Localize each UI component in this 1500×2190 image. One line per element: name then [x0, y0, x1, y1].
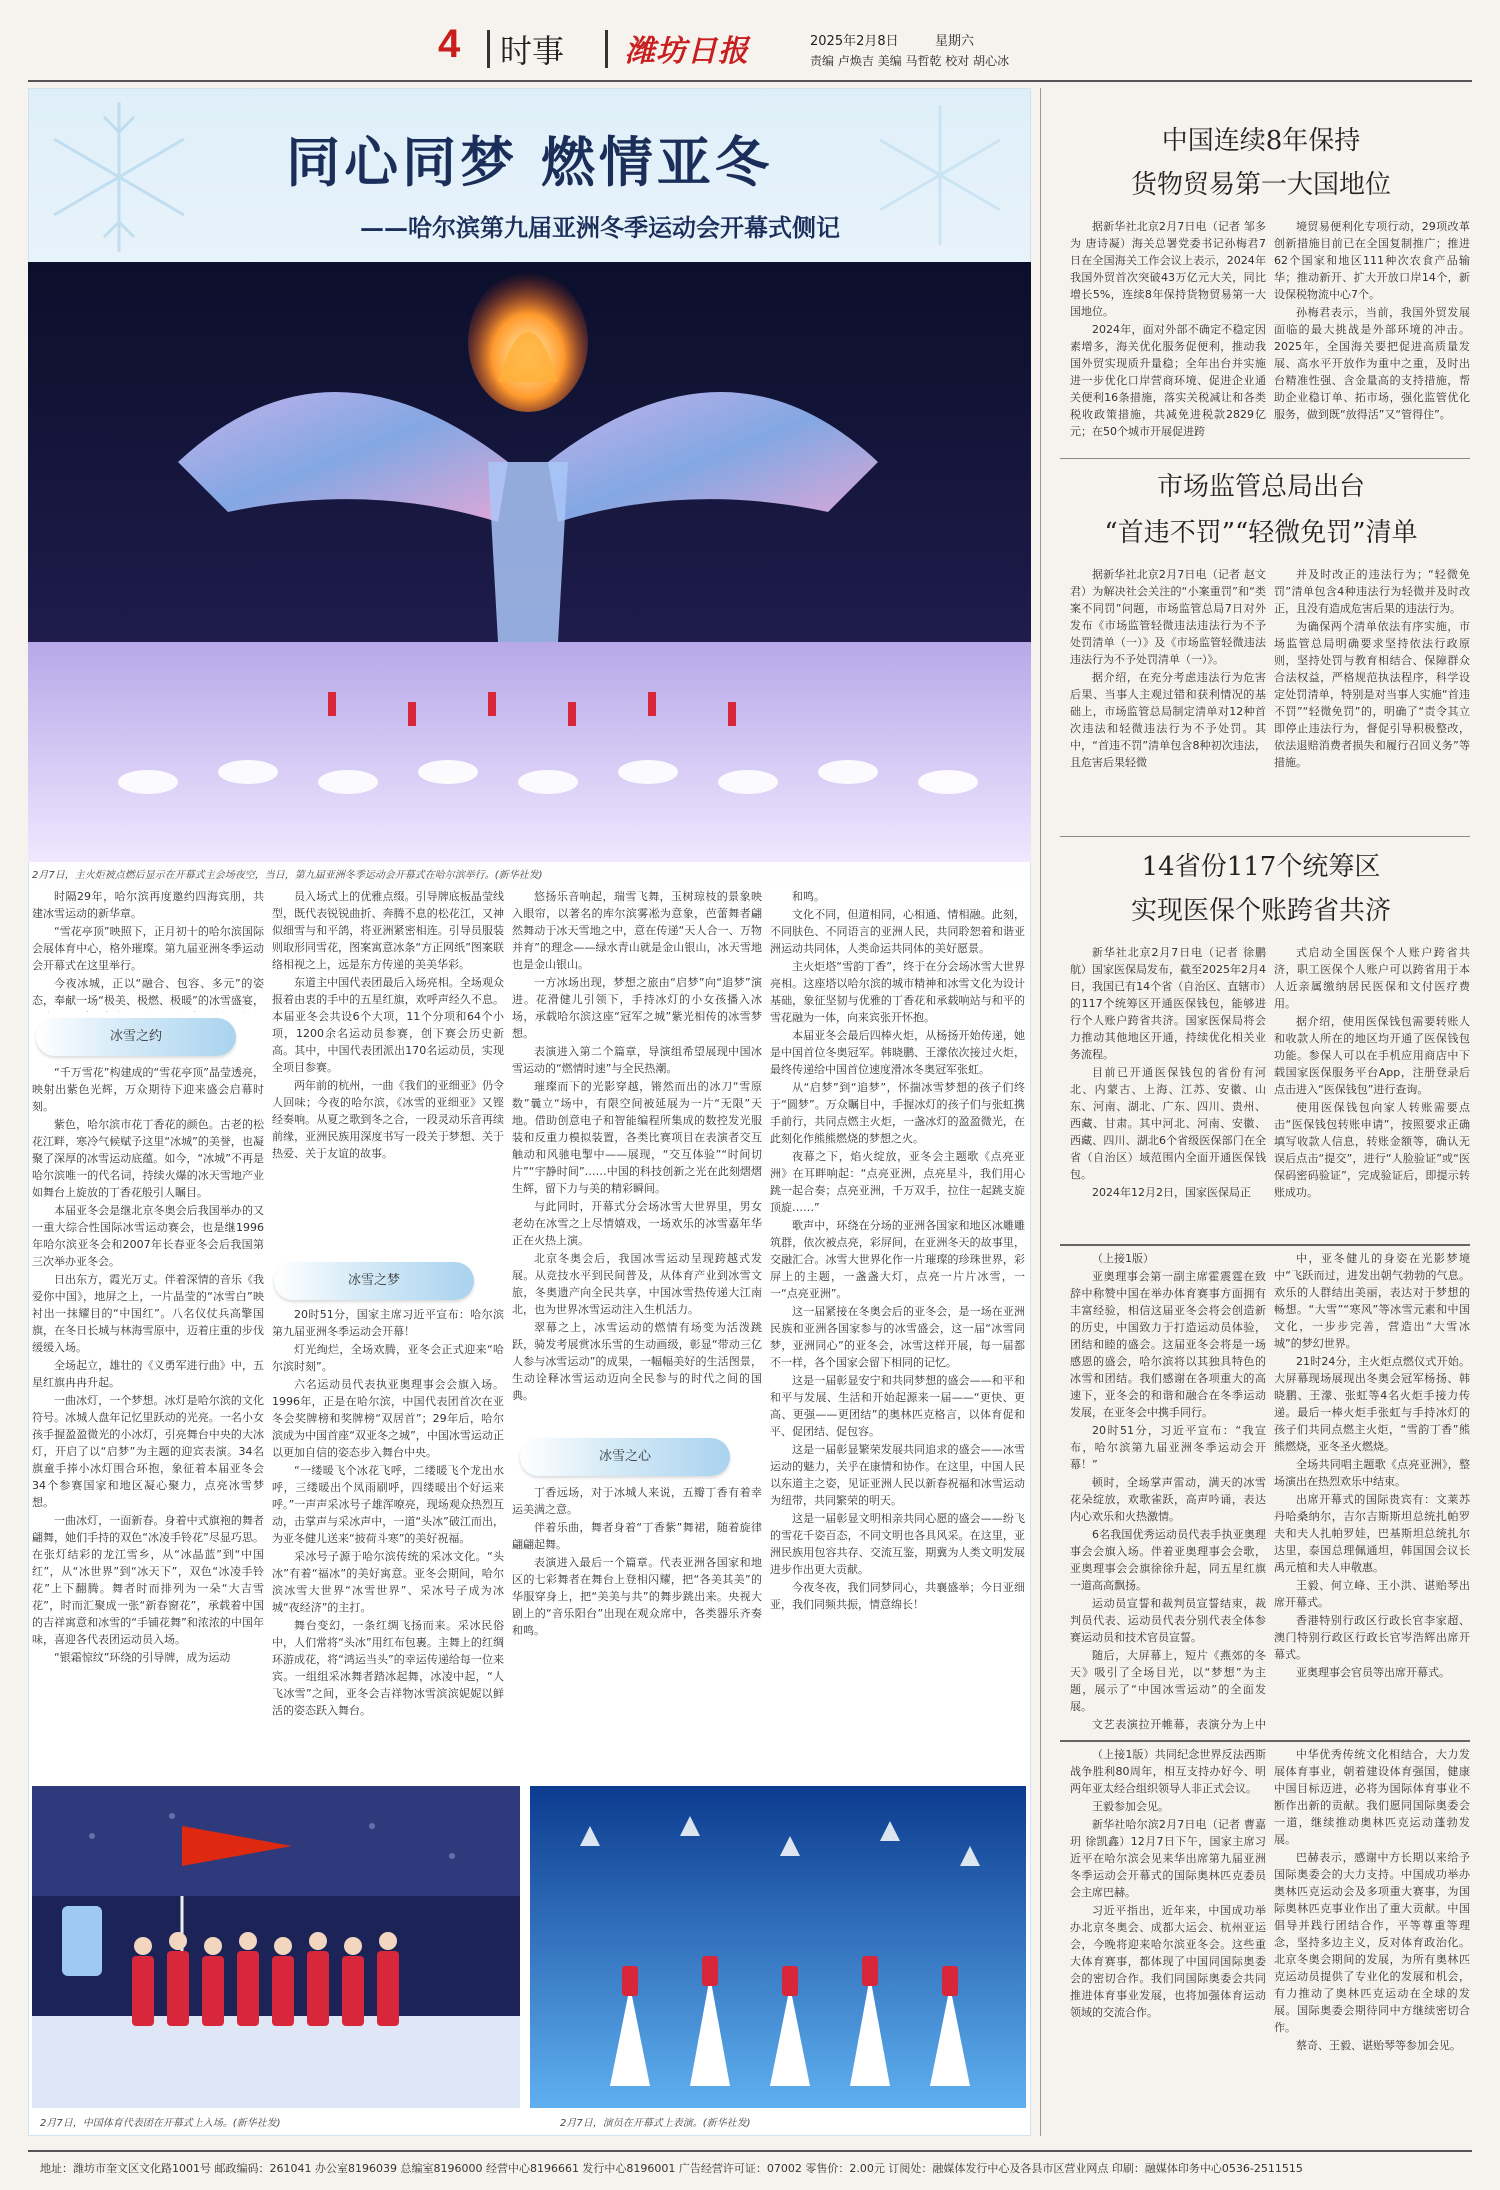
story-divider	[1060, 1244, 1470, 1246]
feature-column-2a	[272, 888, 504, 1260]
story-divider	[1060, 458, 1470, 459]
paragraph: 两年前的杭州，一曲《我们的亚细亚》仍令人回味；今夜的哈尔滨，《冰雪的亚细亚》又铿经奏响。从夏之歌到冬之合，一段灵动乐音再续前缘，亚洲民族用深度书写一段关于梦想、关于热爱、关于友谊的故事。	[272, 1079, 504, 1160]
paragraph: 这一届紧接在冬奥会后的亚冬会，是一场在亚洲民族和亚洲各国家参与的冰雪盛会，这一届“冰雪同梦，亚洲同心”的亚冬会，冰雪这样开展，每一届都不一样，各个国家会留下相同的记忆。	[770, 1305, 1025, 1369]
paragraph: 东道主中国代表团最后入场亮相。全场观众报着由衷的手中的五星红旗，欢呼声经久不息。本届亚冬会共设6个大项，11个分项和64个小项，1200余名运动员参赛，创下赛会历史新高。其中，中国代表团派出170名运动员，实现全项目参赛。	[272, 976, 504, 1074]
paper-logo: 潍坊日报	[625, 34, 749, 69]
paragraph: 歌声中，环绕在分场的亚洲各国家和地区冰雕雕筑群，依次被点亮，彩屏间，在亚洲冬天的故事里，交融汇合。冰雪大世界化作一片璀璨的珍珠世界，彩屏上的主题，一盏盏大灯，点亮一片片冰雪，一一“点亮亚洲”。	[770, 1219, 1025, 1300]
paragraph: 新华社哈尔滨2月7日电（记者 曹嘉玥 徐凯鑫）12月7日下午，国家主席习近平在哈尔滨会见来华出席第九届亚洲冬季运动会开幕式的国际奥林匹克委员会主席巴赫。	[1070, 1818, 1266, 1899]
paragraph: 新华社北京2月7日电（记者 徐鹏航）国家医保局发布，截至2025年2月4日，我国已有14个省（自治区、直辖市）的117个统筹区开通医保钱包，能够进行个人账户跨省共济。国家医保局将会力推动其他地区开通，持续优化相关业务流程。	[1070, 946, 1266, 1061]
editor-credits: 责编 卢焕吉 美编 马哲乾 校对 胡心冰	[810, 54, 1010, 68]
paragraph: 本届亚冬会最后四棒火炬，从杨扬开始传递，她是中国首位冬奥冠军。韩晓鹏、王濛依次接过火炬，最终传递给中国首位速度滑冰冬奥冠军张虹。	[770, 1029, 1025, 1076]
paragraph: 并及时改正的违法行为；“轻微免罚”清单包含4种违法行为轻微并及时改正，且没有造成危害后果的违法行为。	[1274, 568, 1470, 615]
paragraph: 悠扬乐音响起，瑞雪飞舞，玉树琼枝的景象映入眼帘，以著名的库尔滨雾凇为意象，芭蕾舞者翩然舞动于冰天雪地之中，意在传递“天人合一、万物并育”的理念——绿水青山就是金山银山，冰天雪地也是金山银山。	[512, 890, 762, 971]
paragraph: 香港特别行政区行政长官李家超、澳门特别行政区行政长官岑浩辉出席开幕式。	[1274, 1614, 1470, 1661]
story-divider	[1060, 1740, 1470, 1742]
paragraph: 2024年，面对外部不确定不稳定因素增多，海关优化服务促便利，推动我国外贸实现质升量稳；全年出台并实施进一步优化口岸营商环境、促进企业通关便利16条措施，落实关税减让和各类税收政策措施，共减免进税款2829亿元；在50个城市开展促进跨	[1070, 323, 1266, 438]
paragraph: 据新华社北京2月7日电（记者 赵文君）为解决社会关注的“小案重罚”和“类案不同罚”问题，市场监管总局7日对外发布《市场监管轻微违法违法行为不予处罚清单（一）》及《市场监管轻微违法违法行为不予处罚清单（一）》。	[1070, 568, 1266, 666]
paragraph: 目前已开通医保钱包的省份有河北、内蒙古、上海、江苏、安徽、山东、河南、湖北、广东、四川、贵州、西藏、甘肃。其中河北、河南、安徽、西藏、四川、湖北6个省级医保部门在全省（自治区）域范围内全面开通医保钱包。	[1070, 1066, 1266, 1181]
paragraph: 习近平指出，近年来，中国成功举办北京冬奥会、成都大运会、杭州亚运会，今晚将迎来哈尔滨亚冬会。这些重大体育赛事，都体现了中国同国际奥委会的密切合作。我们同国际奥委会共同推进体育事业发展，也将加强体育运动领域的交流合作。	[1070, 1904, 1266, 2019]
paragraph: 孙梅君表示，当前，我国外贸发展面临的最大挑战是外部环境的冲击。2025年，全国海关要把促进高质量发展、高水平开放作为重中之重，及时出台精准性强、含金量高的支持措施，帮助企业稳订单、拓市场，强化监管优化服务，做到既“放得活”又“管得住”。	[1274, 306, 1470, 421]
story-continuation-2	[1050, 1746, 1472, 2136]
paragraph: 顿时，全场掌声雷动，满天的冰雪花朵绽放，欢歌雀跃，高声吟诵，表达内心欢乐和火热激情。	[1070, 1476, 1266, 1523]
paragraph: 文化不同，但道相同，心相通、情相融。此刻，不同肤色、不同语言的亚洲人民，共同聆恕着和谐亚洲运动共同体，人类命运共同体的美好愿景。	[770, 908, 1025, 955]
paragraph: 一曲冰灯，一个梦想。冰灯是哈尔滨的文化符号。冰城人盘年记忆里跃动的光亮。一名小女孩手握盈盈微光的小冰灯，引亮舞台中央的大冰灯，开启了以“启梦”为主题的迎宾表演。34名旗童手捧小冰灯围合环抱，象征着本届亚冬会34个参赛国家和地区凝心聚力，点亮冰雪梦想。	[32, 1394, 264, 1509]
story-medical-insurance	[1050, 840, 1472, 1240]
paragraph: 夜幕之下，焰火绽放，亚冬会主题歌《点亮亚洲》在耳畔响起：“点亮亚洲，点亮星斗，我们用心跳一起合奏；点亮亚洲，千万双手，拉住一起跳支旋顶旋……”	[770, 1150, 1025, 1214]
story-column	[1274, 944, 1470, 1232]
paragraph: 据介绍，在充分考虑违法行为危害后果、当事人主观过错和获利情况的基础上，市场监管总局制定清单对12种首次违法和轻微违法行为不予处罚。其中，“首违不罚”清单包含8种初次违法，且危害后果轻微	[1070, 671, 1266, 769]
paragraph: 运动员宣誓和裁判员宣誓结束，裁判员代表、运动员代表分别代表全体参赛运动员和技术官员宣誓。	[1070, 1597, 1266, 1644]
paragraph: 今夜冬夜，我们同梦同心，共襄盛举；今日亚细亚，我们同频共振，情意绵长！	[770, 1581, 1025, 1611]
paragraph: 本届亚冬会是继北京冬奥会后我国举办的又一重大综合性国际冰雪运动赛会，也是继1996年哈尔滨亚冬会和2007年长春亚冬会后我国第三次举办亚冬会。	[32, 1204, 264, 1268]
paragraph: 20时51分，国家主席习近平宣布：哈尔滨第九届亚洲冬季运动会开幕！	[272, 1308, 504, 1338]
performance-photo	[530, 1786, 1026, 2108]
paragraph: 6名我国优秀运动员代表手执亚奥理事会会旗入场。伴着亚奥理事会会歌，亚奥理事会会旗徐徐升起，同五星红旗一道高高飘扬。	[1070, 1528, 1266, 1592]
paragraph: 中华优秀传统文化相结合，大力发展体育事业，朝着建设体育强国，健康中国目标迈进，必将为国际体育事业不断作出新的贡献。我们愿同国际奥委会一道，继续推动奥林匹克运动蓬勃发展。	[1274, 1748, 1470, 1846]
paragraph: 出席开幕式的国际贵宾有：文莱苏丹哈桑纳尔，吉尔吉斯斯坦总统扎帕罗夫和夫人扎帕罗娃，巴基斯坦总统扎尔达里，泰国总理佩通坦，韩国国会议长禹元植和夫人申敬惠。	[1274, 1493, 1470, 1574]
paragraph: 蔡奇、王毅、谌贻琴等参加会见。	[1296, 2039, 1461, 2052]
paragraph: 丁香远场，对于冰城人来说，五瓣丁香有着幸运美满之意。	[512, 1486, 762, 1516]
issue-weekday: 星期六	[935, 34, 975, 49]
story-column	[1070, 566, 1266, 824]
story-column	[1274, 1746, 1470, 2132]
headline-line-1: 市场监管总局出台	[1156, 472, 1365, 502]
feature-title: 同心同梦 燃情亚冬	[286, 131, 773, 194]
story-divider	[1060, 836, 1470, 837]
paragraph: 灯光绚烂，全场欢腾，亚冬会正式迎来“哈尔滨时刻”。	[272, 1343, 504, 1373]
paragraph: 一方冰场出现，梦想之旅由“启梦”向“追梦”演进。花滑健儿引领下，手持冰灯的小女孩播入冰场，承载哈尔滨这座“冠军之城”紫光相传的冰雪梦想。	[512, 976, 762, 1040]
paragraph: 中，亚冬健儿的身姿在光影梦境中“飞跃而过，进发出朝气勃勃的气息。欢乐的人群结出美丽，表达对于梦想的畅想。“大雪”“寒风”等冰雪元素和中国文化，一步步完善，营造出“大雪冰城”的梦幻世界。	[1274, 1252, 1470, 1350]
headline-line-2: 货物贸易第一大国地位	[1130, 170, 1391, 200]
paragraph: 翠幕之上，冰雪运动的燃情有场变为活泼跳跃，骑发考展赏冰乐雪的生动画级，彰显“带动三亿人参与冰雪运动”的成果，一幅幅美好的生活图景，生动诠释冰雪运动迈向全民参与的时代之间的国典。	[512, 1321, 762, 1402]
paragraph: 主火炬塔“雪韵丁香”，终于在分会场冰雪大世界亮相。这座塔以哈尔滨的城市精神和冰雪文化为设计基础，象征坚韧与优雅的丁香花和承载响站与和平的雪花融为一体，向来宾张开怀抱。	[770, 960, 1025, 1024]
paragraph: 表演进入最后一个篇章。代表亚洲各国家和地区的七彩舞者在舞台上登相闪耀，把“各美其美”的华服穿身上，把“美美与共”的舞步跳出来。央视大剧上的“音乐阳台”出现在观众席中，各类器乐齐奏和鸣。	[512, 1556, 762, 1637]
section-head-2: 冰雪之梦	[274, 1262, 474, 1300]
paragraph: 采冰号子源于哈尔滨传统的采冰文化。“头冰”有着“福冰”的美好寓意。亚冬会期间，哈尔滨冰雪大世界“冰雪世界”、采冰号子成为冰城“夜经济”的主打。	[272, 1550, 504, 1614]
paragraph: 亚奥理事会第一副主席霍震霆在致辞中称赞中国在举办体育赛事方面拥有丰富经验，相信这届亚冬会将会创造新的历史，中国致力于打造运动员体验，团结和睦的盛会。这届亚冬会将是一场感恩的盛会，哈尔滨将以其独具特色的冰雪和团结。我们感谢在各项重大的高速下，亚冬会的和谐和融合在冬季运动发展，在亚冬会中携手同行。	[1070, 1270, 1266, 1419]
paragraph: 舞台变幻，一条红绸飞扬而来。采冰民俗中，人们常将“头冰”用红布包裹。主舞上的红绸环游成花，将“鸿运当头”的幸运传递给每一位来宾。一组组采冰舞者踏冰起舞，冰凌中起，“人飞冰雪”之间，亚冬会吉祥物冰雪滨滨妮妮以鲜活的姿态跃入舞台。	[272, 1619, 504, 1717]
paragraph: “银霜惊纹”环绕的引导牌，成为运动	[54, 1651, 231, 1664]
section-label: 时事	[500, 32, 565, 70]
footer-rule	[28, 2150, 1472, 2152]
paragraph: 据新华社北京2月7日电（记者 邹多为 唐诗凝）海关总署党委书记孙梅君7日在全国海关工作会议上表示，2024年我国外贸首次突破43万亿元大关，同比增长5%，连续8年保持货物贸易第一大国地位。	[1070, 220, 1266, 318]
masthead	[0, 0, 1500, 78]
photo-caption: 2月7日，中国体育代表团在开幕式上入场。(新华社发)	[40, 2118, 281, 2129]
paragraph: 20时51分，习近平宣布：“我宣布，哈尔滨第九届亚洲冬季运动会开幕！”	[1070, 1424, 1266, 1471]
paragraph: 王毅参加会见。	[1092, 1800, 1169, 1813]
paragraph: 紫色，哈尔滨市花丁香花的颜色。古老的松花江畔，寒冷气候赋予这里“冰城”的美誉，也凝聚了深厚的冰雪运动底蕴。如今，“冰城”不再是哈尔滨唯一的代名词，持续火爆的冰天雪地产业如舞台上旋放的丁香花般引人瞩目。	[32, 1118, 264, 1199]
paragraph: 与此同时，开幕式分会场冰雪大世界里，男女老幼在冰雪之上尽情嬉戏，一场欢乐的冰雪嘉年华正在火热上演。	[512, 1200, 762, 1247]
paragraph: 为确保两个清单依法有序实施，市场监管总局明确要求坚持依法行政原则，坚持处罚与教育相结合、保障群众合法权益，严格规范执法程序，科学设定处罚清单，特别是对当事人实施“首违不罚”“轻微免罚”的，明确了“责令其立即停止违法行为，督促引导积极整改，依法退赔消费者损失和履行召回义务”等措施。	[1274, 620, 1470, 769]
paragraph: 和鸣。	[792, 890, 825, 903]
paragraph: 据介绍，使用医保钱包需要转账人和收款人所在的地区均开通了医保钱包功能。参保人可以在手机应用商店中下载国家医保服务平台App，注册登录后点击进入“医保钱包”进行查询。	[1274, 1015, 1470, 1096]
paragraph: 从“启梦”到“追梦”，怀揣冰雪梦想的孩子们终于“圆梦”。万众瞩目中，手握冰灯的孩子们与张虹携手前行，共同点燃主火炬，一盏冰灯的盈盈微光，在此刻化作熊熊燃烧的梦想之火。	[770, 1081, 1025, 1145]
paragraph: 随后，大屏幕上，短片《燕郊的冬天》吸引了全场目光，以“梦想”为主题，展示了“中国冰雪运动”的全面发展。	[1070, 1649, 1266, 1713]
paragraph: 式启动全国医保个人账户跨省共济，职工医保个人账户可以跨省用于本人近亲属缴纳居民医保和文付医疗费用。	[1274, 946, 1470, 1010]
paragraph: 伴着乐曲，舞者身着“丁香紫”舞裙，随着旋律翩翩起舞。	[512, 1521, 762, 1551]
headline-line-1: 中国连续8年保持	[1161, 126, 1361, 156]
paragraph: 这是一届彰显安宁和共同梦想的盛会——和平和和平与发展、生活和开始起源来一届——“更快、更高、更强——更团结”的奥林匹克格言，以体育促和平、促团结、促包容。	[770, 1374, 1025, 1438]
paragraph: 王毅、何立峰、王小洪、谌贻琴出席开幕式。	[1274, 1579, 1470, 1609]
paragraph: 员入场式上的优雅点缀。引导牌底板晶莹线型，既代表锐锐曲折、奔腾不息的松花江，又神似细雪与和平鸽，将亚洲紧密相连。引导员服装则取形同雪花，图案寓意冰条“方正网纸”图案联络相视之上，远是东方传递的美美华彩。	[272, 890, 504, 971]
feature-column-3a	[512, 888, 762, 1434]
story-column	[1274, 566, 1470, 824]
paragraph: “一缕暖飞个冰花飞呼，二缕暖飞个龙出水呼，三缕暖出个凤雨刷呼，四缕暖出个好运来呼。”一声声采冰号子雄浑嘹亮，现场观众热烈互动，击掌声与采冰声中，一道“头冰”破江而出，为亚冬健儿送来“披荷斗寒”的美好祝福。	[272, 1464, 504, 1545]
divider	[487, 30, 490, 68]
paragraph: 表演进入第二个篇章，导演组希望展现中国冰雪运动的“燃情时速”与全民热潮。	[512, 1045, 762, 1075]
paragraph: 全场起立，雄壮的《义勇军进行曲》中，五星红旗冉冉升起。	[32, 1359, 264, 1389]
photo-caption: 2月7日，主火炬被点燃后显示在开幕式主会场夜空，当日，第九届亚洲冬季运动会开幕式在哈尔滨举行。(新华社发)	[32, 870, 543, 881]
story-continuation-1	[1050, 1250, 1472, 1736]
paragraph: （上接1版）共同纪念世界反法西斯战争胜利80周年，相互支持办好今、明两年亚太经合组织领导人非正式会议。	[1070, 1748, 1266, 1795]
paragraph: 一曲冰灯，一面新春。身着中式旗袍的舞者翩舞，她们手持的双色“冰凌手铃花”尽显巧思。在张灯结彩的龙江雪乡，从“冰晶蓝”到“中国红”，从“冰世界”到“冰天下”，双色“冰凌手铃花”上下翻腾。舞者时而排列为一朵“大吉雪花”，时而汇聚成一张“新春窗花”，承载着中国的吉祥寓意和冰雪的“手铺花舞”和浓浓的中国年味，喜迎各代表团运动员入场。	[32, 1514, 264, 1646]
paragraph: 六名运动员代表执亚奥理事会会旗入场。1996年，正是在哈尔滨，中国代表团首次在亚冬会奖牌榜和奖牌榜“双居首”；29年后，哈尔滨成为中国首座“双亚冬之城”，中国冰雪运动正以更加自信的姿态步入舞台中央。	[272, 1378, 504, 1459]
headline-line-2: “首违不罚”“轻微免罚”清单	[1104, 518, 1418, 548]
page-number: 4	[438, 22, 461, 66]
header-rule	[28, 80, 1472, 82]
paragraph: 今夜冰城，正以“融合、包容、多元”的姿态，奉献一场“极美、极燃、极暖”的冰雪盛宴，	[32, 977, 264, 1007]
paragraph: （上接1版）	[1092, 1252, 1154, 1265]
story-column	[1274, 218, 1470, 450]
feature-subtitle: ——哈尔滨第九届亚洲冬季运动会开幕式侧记	[360, 213, 840, 242]
story-column	[1274, 1250, 1470, 1732]
section-head-3: 冰雪之心	[520, 1438, 730, 1476]
paragraph: 璀璨而下的光影穿越，锵然而出的冰刀“雪原数”曩立“场中，有限空间被延展为一片“无限”天地。借助创意电子和智能编程所集成的数控发光服装和反重力模拟装置，各类比赛项目在表演者交互触动和风驰电掣中——展现，“交互体验”“时间切片”“宇静时间”……中国的科技创新之光在此刻熠熠生辉，留下力与美的精彩瞬间。	[512, 1080, 762, 1195]
footer-info: 地址：潍坊市奎文区文化路1001号 邮政编码：261041 办公室8196039 总编室8196000 经营中心8196661 发行中心8196001 广告经营许可证：07002 零售价：2.00元 订阅处：融媒体发行中心及各县市区营业网点 印刷：融媒体印务中心0536-2511515	[40, 2162, 1303, 2175]
divider	[605, 30, 608, 68]
paragraph: 日出东方，霞光万丈。伴着深情的音乐《我爱你中国》，地屏之上，一片晶莹的“冰雪白”映衬出一抹耀目的“中国红”。八名仪仗兵高擎国旗，在冬日长城与林海雪原中，迈着庄重的步伐缓缓入场。	[32, 1273, 264, 1354]
column-divider	[1040, 88, 1041, 2136]
issue-date: 2025年2月8日	[810, 34, 899, 49]
paragraph: 全场共同唱主题歌《点亮亚洲》，整场演出在热烈欢乐中结束。	[1274, 1458, 1470, 1488]
paragraph: 北京冬奥会后，我国冰雪运动呈现跨越式发展。从竞技水平到民间普及，从体育产业到冰雪文旅，冬奥遗产向全民共享，中国冰雪热传递大江南北，也为世界冰雪运动注入生机活力。	[512, 1252, 762, 1316]
paragraph: 境贸易便利化专项行动，29项改革创新措施目前已在全国复制推广；推进62个国家和地区111种次农食产品输华；推动新开、扩大开放口岸14个，新设保税物流中心7个。	[1274, 220, 1470, 301]
story-column	[1070, 944, 1266, 1232]
paragraph: “千万雪花”构建成的“雪花亭顶”晶莹透亮，映射出紫色光辉，万众期待下迎来盛会启幕时刻。	[32, 1066, 264, 1113]
paragraph: 文艺表演拉开帷幕，表演分为上中	[1092, 1718, 1266, 1731]
ceremony-photo	[28, 262, 1031, 862]
paragraph: 21时24分，主火炬点燃仪式开始。大屏幕现场展现出冬奥会冠军杨扬、韩晓鹏、王濛、张虹等4名火炬手接力传递。最后一棒火炬手张虹与手持冰灯的孩子们共同点燃主火炬，“雪韵丁香”熊熊燃烧，亚冬圣火燃烧。	[1274, 1355, 1470, 1453]
paragraph: “雪花亭顶”映照下，正月初十的哈尔滨国际会展体育中心，格外璀璨。第九届亚洲冬季运动会开幕式在这里举行。	[32, 925, 264, 972]
story-trade	[1050, 96, 1472, 456]
story-column	[1070, 1250, 1266, 1732]
paragraph: 这是一届彰显文明相亲共同心愿的盛会——纷飞的雪花千姿百态，不同文明也各具风采。在这里，亚洲民族用包容共存、交流互鉴，期冀为人类文明发展进步作出更大贡献。	[770, 1512, 1025, 1576]
story-market-regulation	[1050, 462, 1472, 832]
paragraph: 2024年12月2日，国家医保局正	[1092, 1186, 1251, 1199]
section-head-1: 冰雪之约	[36, 1018, 236, 1056]
paragraph: 亚奥理事会官员等出席开幕式。	[1296, 1666, 1450, 1679]
paragraph: 巴赫表示，感谢中方长期以来给予国际奥委会的大力支持。中国成功举办奥林匹克运动会及多项重大赛事，为国际奥林匹克事业作出了重大贡献。中国倡导并践行团结合作，平等尊重等理念，坚持多边主义，反对体育政治化。北京冬奥会期间的发展，为所有奥林匹克运动员提供了专业化的发展和机会，有力推动了奥林匹克运动在全球的发展。国际奥委会期待同中方继续密切合作。	[1274, 1851, 1470, 2034]
feature-column-1a	[32, 888, 264, 1012]
photo-caption: 2月7日，演员在开幕式上表演。(新华社发)	[560, 2118, 751, 2129]
paragraph: 这是一届彰显繁荣发展共同追求的盛会——冰雪运动的魅力，关乎在康情和协作。在这里，中国人民以东道主之姿，见证亚洲人民以新春祝福和冰雪运动为纽带，共同繁荣的明天。	[770, 1443, 1025, 1507]
story-column	[1070, 218, 1266, 450]
story-column	[1070, 1746, 1266, 2132]
paragraph: 使用医保钱包向家人转账需要点击“医保钱包转账申请”，按照要求正确填写收款人信息，转账金额等，确认无误后点击“提交”，进行“人脸验证”或“医保码密码验证”，完成验证后，即提示转账成功。	[1274, 1101, 1470, 1199]
paragraph: 时隔29年，哈尔滨再度邀约四海宾朋，共建冰雪运动的新华章。	[32, 890, 264, 920]
headline-line-1: 14省份117个统筹区	[1141, 852, 1381, 882]
delegation-entry-photo	[32, 1786, 520, 2108]
headline-line-2: 实现医保个账跨省共济	[1130, 896, 1391, 926]
